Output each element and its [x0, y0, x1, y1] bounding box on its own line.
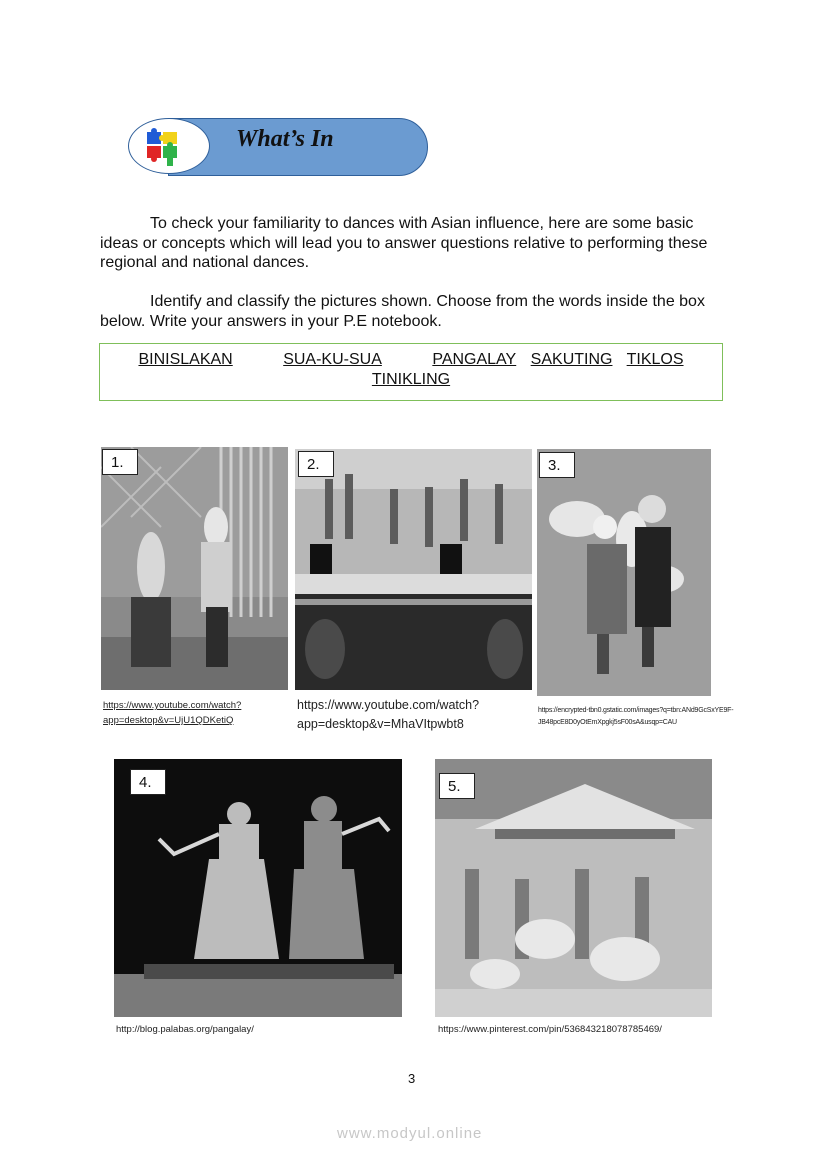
picture-source-5: https://www.pinterest.com/pin/536843218078785469/ — [438, 1024, 662, 1035]
banner-icon-circle — [128, 118, 210, 174]
dance-photo-4 — [114, 759, 402, 1017]
choice-word: TIKLOS — [626, 351, 684, 368]
dance-photo-2 — [295, 449, 532, 690]
dance-photo-3 — [537, 449, 711, 696]
picture-number-3: 3. — [539, 452, 575, 478]
picture-source-4: http://blog.palabas.org/pangalay/ — [116, 1024, 254, 1035]
page-number: 3 — [408, 1071, 416, 1086]
section-banner — [128, 118, 426, 174]
picture-number-1: 1. — [102, 449, 138, 475]
watermark: www.modyul.online — [337, 1125, 483, 1142]
dance-photo-5 — [435, 759, 712, 1017]
choice-word: BINISLAKAN — [138, 351, 233, 368]
choice-word: SAKUTING — [530, 351, 613, 368]
instructions-paragraph: Identify and classify the pictures shown. Choose from the words inside the box below. Write your answers in your P.E notebook. — [100, 293, 705, 330]
intro-paragraph-1: To check your familiarity to dances with Asian influence, here are some basic ideas or concepts which will lead you to answer questions relative to performing these regional and national dances. — [100, 215, 708, 271]
puzzle-icon — [145, 128, 185, 168]
picture-source-3: https://encrypted-tbn0.gstatic.com/images?q=tbn:ANd9GcSxYE9F- JB48pcE8D0yOtEmXpgkj5sF00sA&usqp=CAU — [538, 707, 734, 726]
picture-source-1: https://www.youtube.com/watch? app=desktop&v=UjU1QDKetiQ — [103, 700, 242, 726]
dance-photo-1 — [101, 447, 288, 690]
choice-word: PANGALAY — [432, 351, 517, 368]
section-title: What’s In — [236, 126, 334, 152]
picture-number-4: 4. — [130, 769, 166, 795]
word-choices-box — [99, 343, 723, 401]
picture-source-2: https://www.youtube.com/watch? app=desktop&v=MhaVItpwbt8 — [297, 698, 480, 731]
picture-number-5: 5. — [439, 773, 475, 799]
picture-number-2: 2. — [298, 451, 334, 477]
choice-word: TINIKLING — [371, 371, 451, 388]
choice-word: SUA-KU-SUA — [283, 351, 382, 368]
